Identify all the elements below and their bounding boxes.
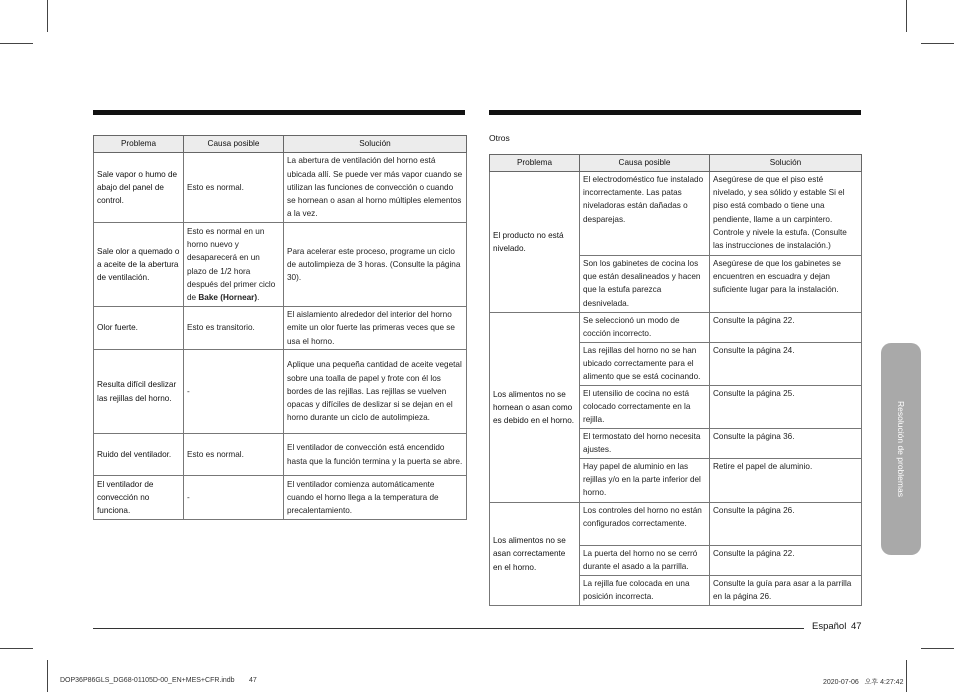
table-row: [94, 153, 467, 223]
solution-text: Consulte la página: [713, 506, 784, 515]
crop-mark: [906, 0, 907, 32]
page-reference: 26: [759, 592, 769, 602]
solution-text: Consulte la página: [713, 389, 784, 398]
chapter-side-tab: [881, 343, 921, 555]
cause-cell: [184, 223, 284, 307]
cause-cell: Esto es transitorio.: [184, 307, 284, 350]
crop-mark: [921, 43, 954, 44]
solution-text: Consulte la página: [713, 346, 784, 355]
problem-cell: El ventilador de convección no funciona.: [94, 476, 184, 520]
solution-text-end: .: [769, 592, 772, 602]
table-header-row: [490, 155, 862, 172]
problem-cell: Olor fuerte.: [94, 307, 184, 350]
crop-mark: [47, 0, 48, 32]
page-reference: 22: [783, 549, 793, 558]
section-rule-right: [489, 110, 861, 115]
cause-cell: El termostato del horno necesita ajustes.: [580, 429, 710, 459]
cause-cell: Los controles del horno no están configurados correctamente.: [580, 503, 710, 546]
page-reference: 24: [783, 346, 793, 355]
problem-cell: El producto no está nivelado.: [490, 172, 580, 313]
solution-text: Consulte la página: [713, 316, 784, 325]
solution-cell: [710, 386, 862, 429]
footer-page-number: 47: [851, 621, 862, 632]
solution-text-end: .: [792, 432, 795, 441]
troubleshooting-table-left: [93, 135, 467, 520]
table-row: [94, 223, 467, 307]
solution-cell: [284, 223, 467, 307]
cause-cell: La puerta del horno no se cerró durante el asado a la parrilla.: [580, 546, 710, 576]
bake-mode-label: Bake (Hornear): [198, 292, 258, 302]
column-header-solution: Solución: [710, 155, 862, 172]
crop-mark: [921, 648, 954, 649]
table-row: [94, 350, 467, 434]
solution-cell: Aplique una pequeña cantidad de aceite vegetal sobre una toalla de papel y frote con él los bordes de las rejillas. Las rejillas se vuelven opacas y difíciles de deslizar si se dejan en el horno durante un ciclo de autolimpieza.: [284, 350, 467, 434]
column-header-cause: Causa posible: [580, 155, 710, 172]
cause-cell: Esto es normal.: [184, 434, 284, 476]
table-row: [490, 172, 862, 256]
cause-text-end: .: [257, 292, 260, 302]
cause-cell: La rejilla fue colocada en una posición incorrecta.: [580, 576, 710, 606]
solution-text-end: .: [792, 346, 795, 355]
problem-cell: Sale vapor o humo de abajo del panel de control.: [94, 153, 184, 223]
problem-cell: Los alimentos no se asan correctamente en el horno.: [490, 503, 580, 606]
page-reference: 22: [783, 316, 793, 325]
solution-text-end: .: [792, 549, 795, 558]
print-slug-datetime: 2020-07-06 오후 4:27:42: [823, 679, 904, 686]
table-row: [490, 313, 862, 343]
table-row: [490, 503, 862, 546]
solution-text: Para acelerar este proceso, programe un ciclo de autolimpieza de 3 horas. (Consulte la página: [287, 246, 461, 269]
page-reference: 25: [783, 389, 793, 398]
crop-mark: [906, 660, 907, 692]
solution-cell: El ventilador de convección está encendido hasta que la función termina y la puerta se abre.: [284, 434, 467, 476]
troubleshooting-table-right: [489, 154, 862, 606]
cause-cell: Esto es normal.: [184, 153, 284, 223]
page-reference: 30: [287, 273, 297, 283]
chapter-side-tab-label: Resolución de problemas: [896, 401, 906, 497]
cause-cell: El electrodoméstico fue instalado incorrectamente. Las patas niveladoras están dañadas o desparejas.: [580, 172, 710, 256]
crop-mark: [0, 648, 33, 649]
problem-cell: Los alimentos no se hornean o asan como es debido en el horno.: [490, 313, 580, 503]
column-header-solution: Solución: [284, 136, 467, 153]
solution-text-end: .: [792, 316, 795, 325]
page-reference: 26: [783, 506, 793, 515]
solution-cell: El aislamiento alrededor del interior del horno emite un olor fuerte las primeras veces que se usa el horno.: [284, 307, 467, 350]
cause-text: Esto es normal en un horno nuevo y desaparecerá en un plazo de 1/2 hora después del primer ciclo de: [187, 226, 276, 302]
column-header-problem: Problema: [94, 136, 184, 153]
section-heading-otros: Otros: [489, 133, 510, 143]
cause-cell: -: [184, 476, 284, 520]
problem-cell: Sale olor a quemado o a aceite de la abertura de ventilación.: [94, 223, 184, 307]
cause-cell: Se seleccionó un modo de cocción incorrecto.: [580, 313, 710, 343]
crop-mark: [0, 43, 33, 44]
solution-cell: [710, 546, 862, 576]
solution-cell: [710, 343, 862, 386]
print-slug-page: 47: [249, 677, 257, 684]
solution-text: Consulte la página: [713, 432, 784, 441]
column-header-cause: Causa posible: [184, 136, 284, 153]
section-rule-left: [93, 110, 465, 115]
problem-cell: Resulta difícil deslizar las rejillas del horno.: [94, 350, 184, 434]
print-slug-file: DOP36P86GLS_DG68-01105D-00_EN+MES+CFR.indb: [60, 677, 235, 684]
table-row: [94, 307, 467, 350]
solution-cell: [710, 576, 862, 606]
cause-cell: -: [184, 350, 284, 434]
footer-language: Español: [812, 621, 847, 632]
cause-cell: El utensilio de cocina no está colocado correctamente en la rejilla.: [580, 386, 710, 429]
problem-cell: Ruido del ventilador.: [94, 434, 184, 476]
table-header-row: [94, 136, 467, 153]
solution-text: Consulte la guía para asar a la parrilla en la página: [713, 579, 852, 602]
solution-cell: [710, 429, 862, 459]
solution-text-end: .: [792, 389, 795, 398]
footer-rule: [93, 628, 804, 629]
page-reference: 36: [783, 432, 793, 441]
solution-cell: El ventilador comienza automáticamente cuando el horno llega a la temperatura de precalentamiento.: [284, 476, 467, 520]
solution-cell: Asegúrese de que los gabinetes se encuentren en escuadra y dejan suficiente lugar para la instalación.: [710, 256, 862, 313]
table-row: [94, 434, 467, 476]
solution-cell: [710, 313, 862, 343]
solution-text-end: ).: [296, 273, 302, 283]
table-row: [94, 476, 467, 520]
cause-cell: Hay papel de aluminio en las rejillas y/o en la parte inferior del horno.: [580, 459, 710, 503]
solution-text-end: .: [792, 506, 795, 515]
solution-cell: La abertura de ventilación del horno está ubicada allí. Se puede ver más vapor cuando se utilizan las funciones de convección o cuando se hornean o asan al horno múltiples elementos a la vez.: [284, 153, 467, 223]
solution-cell: Asegúrese de que el piso esté nivelado, y sea sólido y estable Si el piso está combado o tiene una pendiente, llame a un carpintero. Controle y nivele la estufa. (Consulte las instrucciones de instalación.): [710, 172, 862, 256]
solution-text: Consulte la página: [713, 549, 784, 558]
solution-cell: [710, 503, 862, 546]
column-header-problem: Problema: [490, 155, 580, 172]
crop-mark: [47, 660, 48, 692]
solution-cell: Retire el papel de aluminio.: [710, 459, 862, 503]
cause-cell: Son los gabinetes de cocina los que están desalineados y hacen que la estufa parezca desnivelada.: [580, 256, 710, 313]
cause-cell: Las rejillas del horno no se han ubicado correctamente para el alimento que se está cocinando.: [580, 343, 710, 386]
